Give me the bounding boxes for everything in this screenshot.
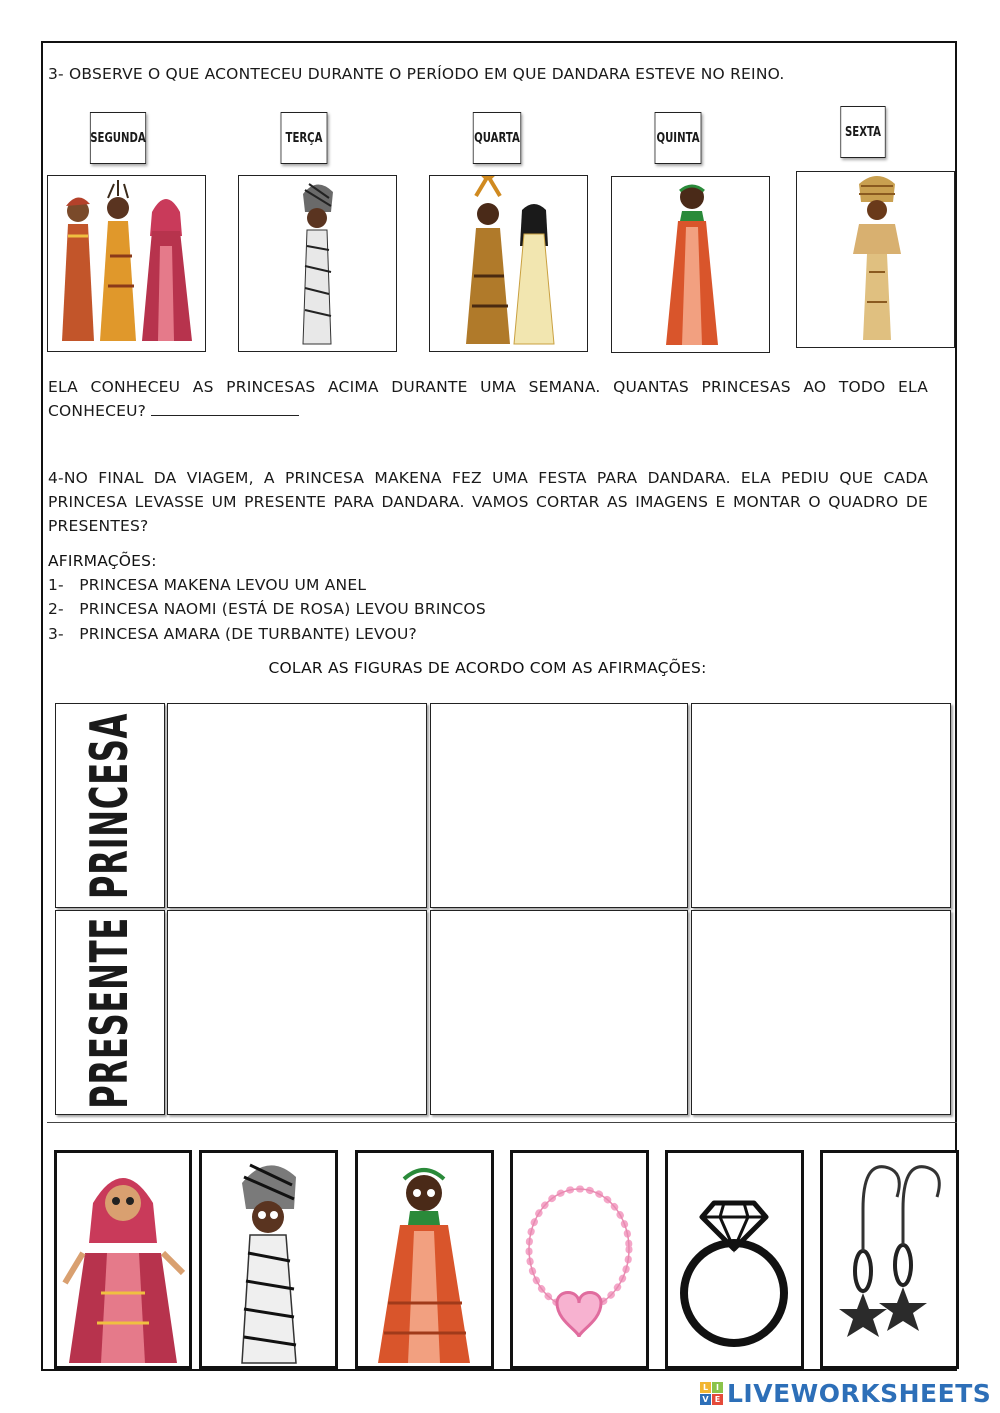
day-box-terca xyxy=(238,175,397,352)
statement-1: 1- PRINCESA MAKENA LEVOU UM ANEL xyxy=(48,576,367,594)
cutout-princess-pink[interactable] xyxy=(54,1150,192,1369)
brand-mark-v: V xyxy=(700,1394,711,1405)
question-3-title: 3- OBSERVE O QUE ACONTECEU DURANTE O PERÍODO EM QUE DANDARA ESTEVE NO REINO. xyxy=(48,65,785,83)
paste-cell-princess-3[interactable] xyxy=(691,703,951,908)
princess-turban-icon xyxy=(202,1153,335,1366)
day-label-sexta: SEXTA xyxy=(840,106,885,158)
statement-2: 2- PRINCESA NAOMI (ESTÁ DE ROSA) LEVOU BRINCOS xyxy=(48,600,486,618)
statement-3: 3- PRINCESA AMARA (DE TURBANTE) LEVOU? xyxy=(48,625,417,643)
question-3-prompt xyxy=(48,375,928,423)
answer-blank-line[interactable] xyxy=(151,401,299,416)
brand-mark-e: E xyxy=(712,1394,723,1405)
earrings-icon xyxy=(823,1153,956,1366)
princess-orange-small-icon xyxy=(612,177,769,352)
princess-gold-icon xyxy=(797,172,954,347)
day-box-quarta xyxy=(429,175,588,352)
cutout-ring[interactable] xyxy=(665,1150,804,1369)
cutout-princess-orange[interactable] xyxy=(355,1150,494,1369)
cutout-bracelet[interactable] xyxy=(510,1150,649,1369)
princess-orange-icon xyxy=(358,1153,491,1366)
paste-cell-gift-2[interactable] xyxy=(430,910,688,1115)
day-label-quarta: QUARTA xyxy=(473,112,521,164)
cutout-princess-turban[interactable] xyxy=(199,1150,338,1369)
brand-mark-icon xyxy=(700,1382,723,1405)
three-princesses-icon xyxy=(48,176,205,351)
row-label-princesa-text: PRINCESA xyxy=(80,712,140,899)
section-divider xyxy=(47,1122,957,1123)
cutout-earrings[interactable] xyxy=(820,1150,959,1369)
princess-pink-icon xyxy=(57,1153,189,1366)
row-label-presente xyxy=(55,910,165,1115)
princess-turban-small-icon xyxy=(239,176,396,351)
brand-mark-l: L xyxy=(700,1382,711,1393)
paste-cell-princess-1[interactable] xyxy=(167,703,427,908)
paste-cell-princess-2[interactable] xyxy=(430,703,688,908)
day-label-quinta: QUINTA xyxy=(655,112,702,164)
day-label-segunda: SEGUNDA xyxy=(90,112,146,164)
day-box-segunda xyxy=(47,175,206,352)
paste-instruction: COLAR AS FIGURAS DE ACORDO COM AS AFIRMAÇÕES: xyxy=(268,659,707,677)
day-box-quinta xyxy=(611,176,770,353)
brand-mark-i: I xyxy=(712,1382,723,1393)
ring-icon xyxy=(668,1153,801,1366)
brand-name: LIVEWORKSHEETS xyxy=(727,1378,992,1408)
bracelet-icon xyxy=(513,1153,646,1366)
row-label-princesa xyxy=(55,703,165,908)
two-princesses-icon xyxy=(430,176,587,351)
paste-cell-gift-3[interactable] xyxy=(691,910,951,1115)
liveworksheets-logo xyxy=(700,1378,991,1408)
day-label-terca: TERÇA xyxy=(281,112,328,164)
row-label-presente-text: PRESENTE xyxy=(80,916,140,1109)
paste-cell-gift-1[interactable] xyxy=(167,910,427,1115)
day-box-sexta xyxy=(796,171,955,348)
question-3-prompt-text: ELA CONHECEU AS PRINCESAS ACIMA DURANTE UMA SEMANA. QUANTAS PRINCESAS AO TODO ELA CONHECEU? xyxy=(48,378,928,420)
question-4-intro: 4-NO FINAL DA VIAGEM, A PRINCESA MAKENA FEZ UMA FESTA PARA DANDARA. ELA PEDIU QUE CADA PRINCESA LEVASSE UM PRESENTE PARA DANDARA. VAMOS CORTAR AS IMAGENS E MONTAR O QUADRO DE PRESENTES? xyxy=(48,469,928,535)
statements-title: AFIRMAÇÕES: xyxy=(48,552,157,570)
